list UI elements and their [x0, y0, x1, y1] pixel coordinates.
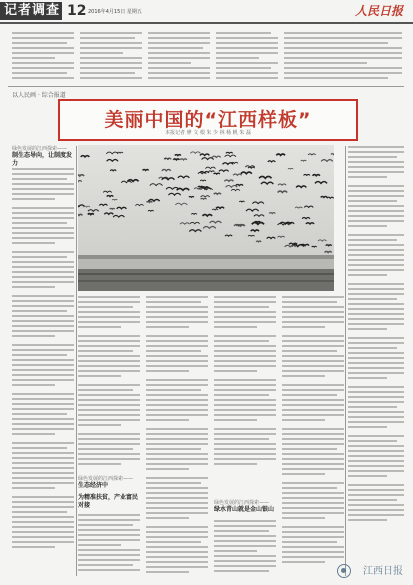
news-photo	[78, 145, 334, 291]
page-number: 12	[67, 3, 87, 19]
middle-column-1-lower	[78, 514, 140, 576]
bird	[78, 175, 84, 176]
right-column	[348, 146, 404, 554]
left-column	[12, 168, 74, 576]
masthead-rule	[0, 22, 413, 24]
bird	[107, 196, 114, 197]
newspaper-logo: 人民日报	[354, 4, 403, 18]
bird	[143, 170, 149, 171]
bird	[81, 156, 90, 157]
byline: 本报记者 廖 文 根 朱 少 林 杨 帆 朱 磊	[165, 130, 251, 136]
column-rule	[76, 146, 77, 576]
bird	[148, 210, 154, 211]
bird	[214, 173, 220, 174]
bird	[268, 161, 276, 162]
bird	[301, 244, 309, 245]
bird	[276, 154, 285, 155]
top-column-1	[12, 32, 74, 84]
bird	[216, 207, 224, 208]
subhead-2-title: 生态经济中	[78, 482, 109, 490]
subhead-4-kicker: 绿色发展的江西探索——	[214, 500, 270, 506]
bird	[256, 241, 261, 242]
bird	[88, 214, 94, 215]
bird	[201, 198, 207, 199]
middle-column-4	[282, 296, 344, 576]
middle-column-3	[214, 296, 276, 496]
subhead-3	[78, 494, 140, 509]
top-column-2	[80, 32, 142, 84]
bird	[251, 230, 259, 231]
top-column-4	[216, 32, 278, 84]
bird	[236, 184, 243, 185]
top-column-5	[284, 32, 402, 84]
middle-column-1	[78, 296, 140, 476]
bird	[321, 196, 327, 197]
middle-column-2	[146, 296, 208, 576]
bird	[112, 199, 117, 200]
subhead-2	[78, 476, 140, 490]
bird	[312, 246, 317, 247]
bird	[191, 214, 197, 215]
section-title: 记者调查	[0, 2, 62, 20]
bird	[175, 155, 181, 156]
middle-column-3-lower	[214, 520, 276, 576]
bird	[255, 221, 261, 222]
bird	[239, 201, 244, 202]
bird	[325, 251, 332, 252]
bird	[147, 201, 153, 202]
bird	[331, 154, 334, 155]
bird	[269, 213, 275, 214]
subhead-2-kicker: 绿色发展的江西探索——	[78, 476, 134, 482]
birds-over-lake-photo	[78, 145, 334, 291]
watermark: 江西日报	[363, 566, 403, 577]
bird	[301, 160, 307, 161]
bird	[110, 208, 115, 209]
bird	[202, 187, 209, 188]
subhead-1	[12, 146, 74, 167]
article-kicker: 以人民画 · 综合报道	[12, 92, 66, 99]
band-divider	[8, 86, 404, 87]
subhead-1-kicker: 绿色发展的江西探索——	[12, 146, 68, 152]
date-line: 2016年4月15日 星期五	[88, 9, 142, 15]
subhead-3-title: 为精准扶贫，产业富民对接	[78, 494, 139, 509]
bird	[180, 159, 187, 160]
headline: 美丽中国的“江西样板”	[104, 109, 312, 131]
top-column-3	[148, 32, 210, 84]
masthead	[0, 0, 413, 22]
wechat-icon	[337, 564, 351, 578]
bird	[326, 245, 332, 246]
bird	[189, 197, 194, 198]
bird	[165, 158, 171, 159]
bird	[110, 170, 116, 171]
headline-box	[58, 99, 358, 141]
subhead-4	[214, 500, 284, 514]
subhead-1-title: 制生态导向，让制度发力	[12, 152, 73, 167]
column-rule	[345, 146, 346, 576]
bird	[313, 175, 320, 176]
subhead-4-title: 绿水青山就是金山银山	[214, 506, 275, 514]
bird	[214, 193, 221, 194]
bird	[173, 159, 179, 160]
bird	[78, 214, 82, 215]
